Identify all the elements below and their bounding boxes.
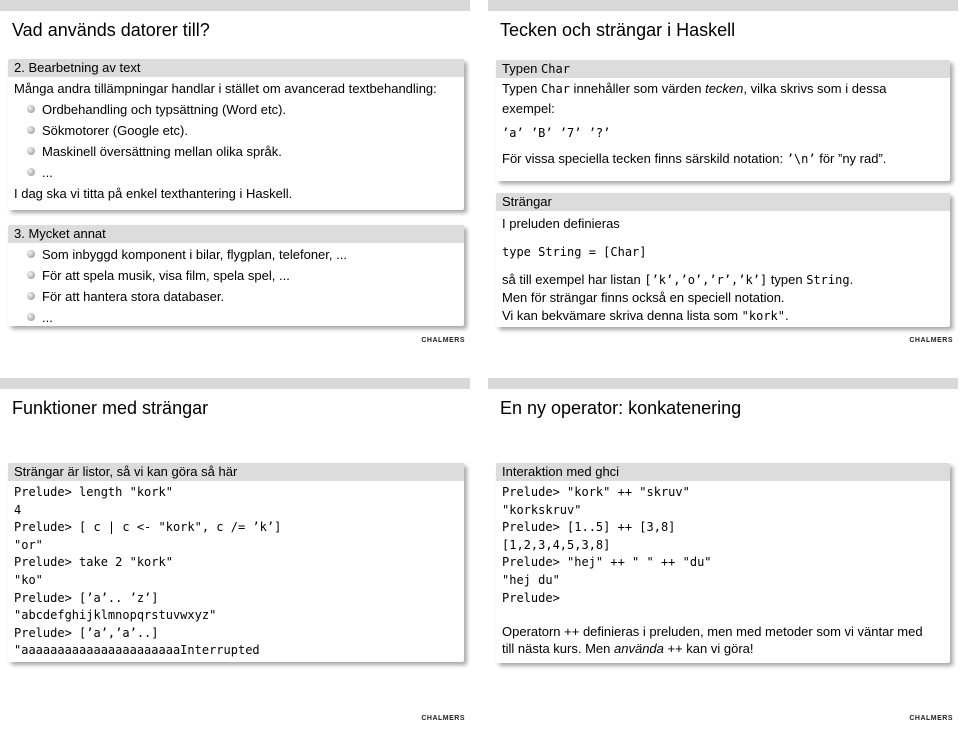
list-item: Ordbehandling och typsättning (Word etc). (14, 99, 458, 120)
ghci-interaction-block (496, 463, 950, 663)
chalmers-logo: CHALMERS (909, 715, 953, 722)
block-body (496, 211, 950, 329)
list-item: För att spela musik, visa film, spela spel, ... (14, 265, 458, 286)
code-line: Prelude> "kork" ++ "skruv" (502, 485, 690, 499)
slide-4 (488, 378, 958, 730)
chalmers-logo: CHALMERS (421, 715, 465, 722)
code-line: 4 (14, 502, 22, 517)
code-listing (496, 481, 950, 661)
block-body (8, 243, 464, 332)
code-line: Prelude> [1..5] ++ [3,8] (502, 520, 676, 535)
code-line: Prelude> [ c | c <- "kork", c /= ’k’] (14, 520, 282, 535)
list-item: Som inbyggd komponent i bilar, flygplan, telefoner, ... (14, 244, 458, 265)
list-item: ... (14, 307, 458, 328)
block-outro: I dag ska vi titta på enkel texthantering i Haskell. (14, 186, 293, 201)
slide-topbar (0, 0, 470, 11)
code-line: "aaaaaaaaaaaaaaaaaaaaaaInterrupted (14, 643, 260, 658)
list-item: Maskinell översättning mellan olika språk. (14, 141, 458, 162)
slide-title: Funktioner med strängar (12, 398, 209, 418)
bullet-icon (27, 313, 35, 321)
bullet-icon (27, 271, 35, 279)
block-header: Interaktion med ghci (496, 463, 950, 481)
slide-2 (488, 0, 958, 352)
block-intro: Många andra tillämpningar handlar i stället om avancerad textbehandling: (14, 81, 437, 96)
bullet-icon (27, 126, 35, 134)
slide-topbar (0, 378, 470, 389)
other-uses-block (8, 225, 464, 326)
string-functions-block (8, 463, 464, 662)
chalmers-logo: CHALMERS (909, 337, 953, 344)
strings-block (496, 193, 950, 327)
operator-note: Operatorn ++ definieras i preluden, men med metoder som vi väntar med (502, 624, 923, 640)
text-processing-block (8, 59, 464, 210)
bullet-icon (27, 250, 35, 258)
code-line: Prelude> length "kork" (14, 485, 173, 499)
block-header: 3. Mycket annat (8, 225, 464, 243)
bullet-icon (27, 292, 35, 300)
chalmers-logo: CHALMERS (421, 337, 465, 344)
code-line: Prelude> "hej" ++ " " ++ "du" (502, 555, 712, 570)
code-listing (8, 481, 464, 664)
code-line: "korkskruv" (502, 502, 582, 517)
bullet-icon (27, 147, 35, 155)
char-examples: ’a’ ’B’ ’7’ ’?’ (502, 126, 611, 140)
special-notation-note: Men för strängar finns också en speciell notation. (502, 290, 785, 305)
slide-1 (0, 0, 470, 352)
list-example: så till exempel har listan [’k’,’o’,’r’,’k’] typen String. (502, 272, 854, 287)
code-line: Prelude> [’a’.. ’z’] (14, 590, 159, 605)
block-body (8, 77, 464, 208)
slide-topbar (488, 0, 958, 11)
char-type-block (496, 60, 950, 181)
code-line: "or" (14, 537, 43, 552)
block-body (496, 78, 950, 173)
slide-3 (0, 378, 470, 730)
bullet-icon (27, 168, 35, 176)
char-description: Typen Char innehåller som värden tecken, vilka skrivs som i dessa (502, 81, 887, 96)
code-line: [1,2,3,4,5,3,8] (502, 537, 611, 552)
code-line: "hej du" (502, 572, 560, 587)
kork-example: Vi kan bekvämare skriva denna lista som "kork". (502, 308, 789, 323)
code-line: "ko" (14, 572, 43, 587)
code-line: "abcdefghijklmnopqrstuvwxyz" (14, 608, 217, 623)
slide-title: En ny operator: konkatenering (500, 398, 742, 418)
prelude-defines: I preluden definieras (502, 216, 620, 231)
special-notation: För vissa speciella tecken finns särskild notation: ’\n’ för ”ny rad”. (502, 151, 887, 166)
type-definition: type String = [Char] (502, 245, 647, 259)
bullet-icon (27, 105, 35, 113)
list-item: Sökmotorer (Google etc). (14, 120, 458, 141)
code-line: Prelude> (502, 590, 560, 605)
slide-title: Tecken och strängar i Haskell (500, 20, 736, 40)
slide-topbar (488, 378, 958, 389)
operator-note-cont: till nästa kurs. Men använda ++ kan vi göra! (502, 641, 754, 657)
slide-title: Vad används datorer till? (12, 20, 210, 40)
block-header: 2. Bearbetning av text (8, 59, 464, 77)
block-header: Typen Char (496, 60, 950, 78)
list-item: För att hantera stora databaser. (14, 286, 458, 307)
list-item: ... (14, 162, 458, 183)
code-line: Prelude> [’a’,’a’..] (14, 625, 159, 640)
block-header: Strängar (496, 193, 950, 211)
code-line: Prelude> take 2 "kork" (14, 555, 173, 570)
block-header: Strängar är listor, så vi kan göra så här (8, 463, 464, 481)
char-description-cont: exempel: (502, 101, 555, 116)
